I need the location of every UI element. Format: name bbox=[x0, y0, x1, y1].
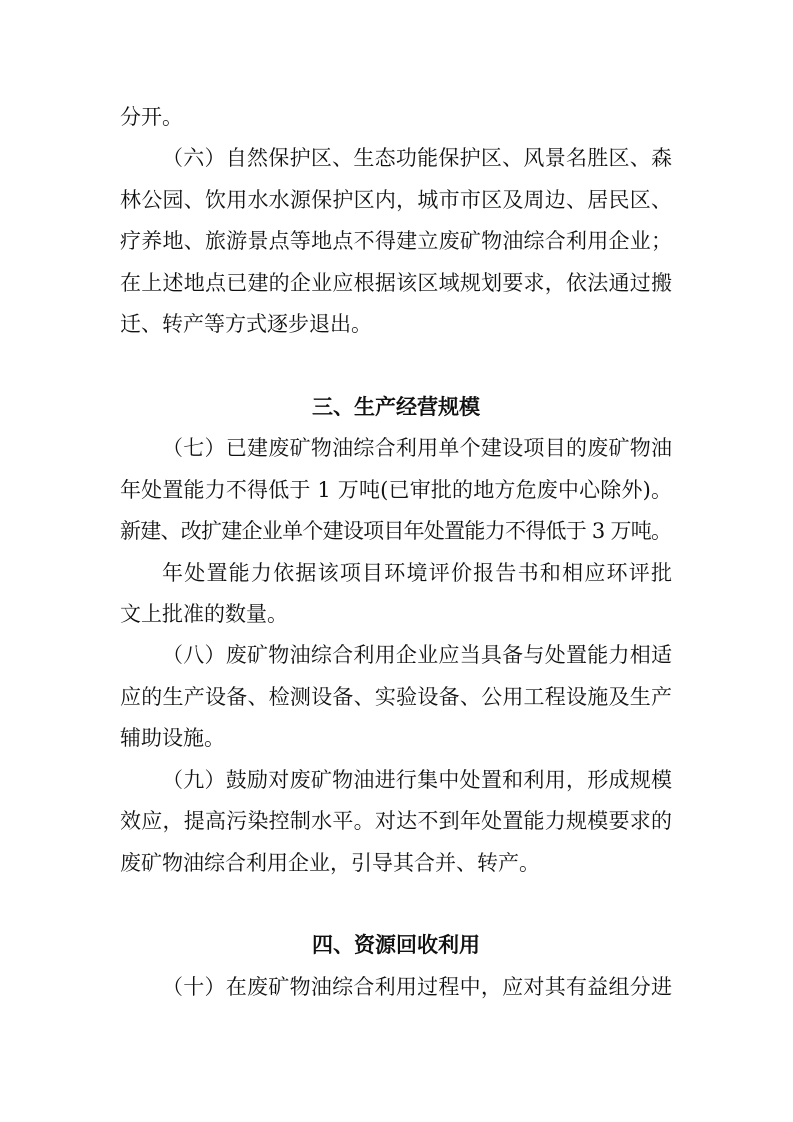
paragraph-9 bbox=[120, 760, 672, 884]
line-text: 疗养地、旅游景点等地点不得建立废矿物油综合利用企业； bbox=[120, 229, 673, 254]
paragraph-line bbox=[120, 428, 672, 469]
paragraph-line bbox=[120, 97, 672, 138]
paragraph-line bbox=[120, 470, 672, 511]
paragraph-line bbox=[120, 138, 672, 179]
paragraph-line bbox=[120, 221, 672, 262]
paragraph-line bbox=[120, 511, 672, 552]
paragraph-capacity-basis bbox=[120, 553, 672, 636]
line-text: 辅助设施。 bbox=[120, 726, 225, 751]
line-text: 在上述地点已建的企业应根据该区域规划要求，依法通过搬 bbox=[120, 270, 673, 295]
line-text: （七）已建废矿物油综合利用单个建设项目的废矿物油 bbox=[162, 436, 673, 461]
paragraph-line bbox=[120, 635, 672, 676]
paragraph-10 bbox=[120, 967, 672, 1008]
document-body bbox=[120, 97, 672, 1008]
line-text: 效应，提高污染控制水平。对达不到年处置能力规模要求的 bbox=[120, 809, 673, 834]
line-text: 年处置能力依据该项目环境评价报告书和相应环评批 bbox=[162, 560, 674, 585]
line-text: 年处置能力不得低于 1 万吨(已审批的地方危废中心除外)。 bbox=[120, 477, 673, 502]
line-text: （十）在废矿物油综合利用过程中，应对其有益组分进 bbox=[162, 974, 673, 999]
paragraph-line bbox=[120, 718, 672, 759]
paragraph-6 bbox=[120, 138, 672, 345]
paragraph-line bbox=[120, 553, 672, 594]
line-text: 文上批准的数量。 bbox=[120, 602, 288, 627]
paragraph-line bbox=[120, 967, 672, 1008]
line-text: 分开。 bbox=[120, 105, 183, 129]
paragraph-7 bbox=[120, 428, 672, 552]
section-heading-4: 四、资源回收利用 bbox=[312, 933, 480, 958]
line-text: （八）废矿物油综合利用企业应当具备与处置能力相适 bbox=[162, 643, 673, 668]
paragraph-line bbox=[120, 263, 672, 304]
line-text: 废矿物油综合利用企业，引导其合并、转产。 bbox=[120, 850, 540, 875]
paragraph-line bbox=[120, 180, 672, 221]
line-text: （六）自然保护区、生态功能保护区、风景名胜区、森 bbox=[162, 146, 673, 171]
paragraph-line bbox=[120, 801, 672, 842]
paragraph-line bbox=[120, 677, 672, 718]
line-text: 新建、改扩建企业单个建设项目年处置能力不得低于 3 万吨。 bbox=[120, 519, 672, 544]
paragraph-line bbox=[120, 594, 672, 635]
line-text: 应的生产设备、检测设备、实验设备、公用工程设施及生产 bbox=[120, 684, 673, 709]
paragraph-line bbox=[120, 304, 672, 345]
paragraph-8 bbox=[120, 635, 672, 759]
paragraph-line bbox=[120, 760, 672, 801]
section-heading-3: 三、生产经营规模 bbox=[312, 394, 480, 419]
paragraph-continuation bbox=[120, 97, 672, 138]
line-text: 林公园、饮用水水源保护区内，城市市区及周边、居民区、 bbox=[120, 187, 673, 212]
paragraph-line bbox=[120, 843, 672, 884]
line-text: （九）鼓励对废矿物油进行集中处置和利用，形成规模 bbox=[162, 767, 673, 792]
line-text: 迁、转产等方式逐步退出。 bbox=[120, 312, 372, 337]
